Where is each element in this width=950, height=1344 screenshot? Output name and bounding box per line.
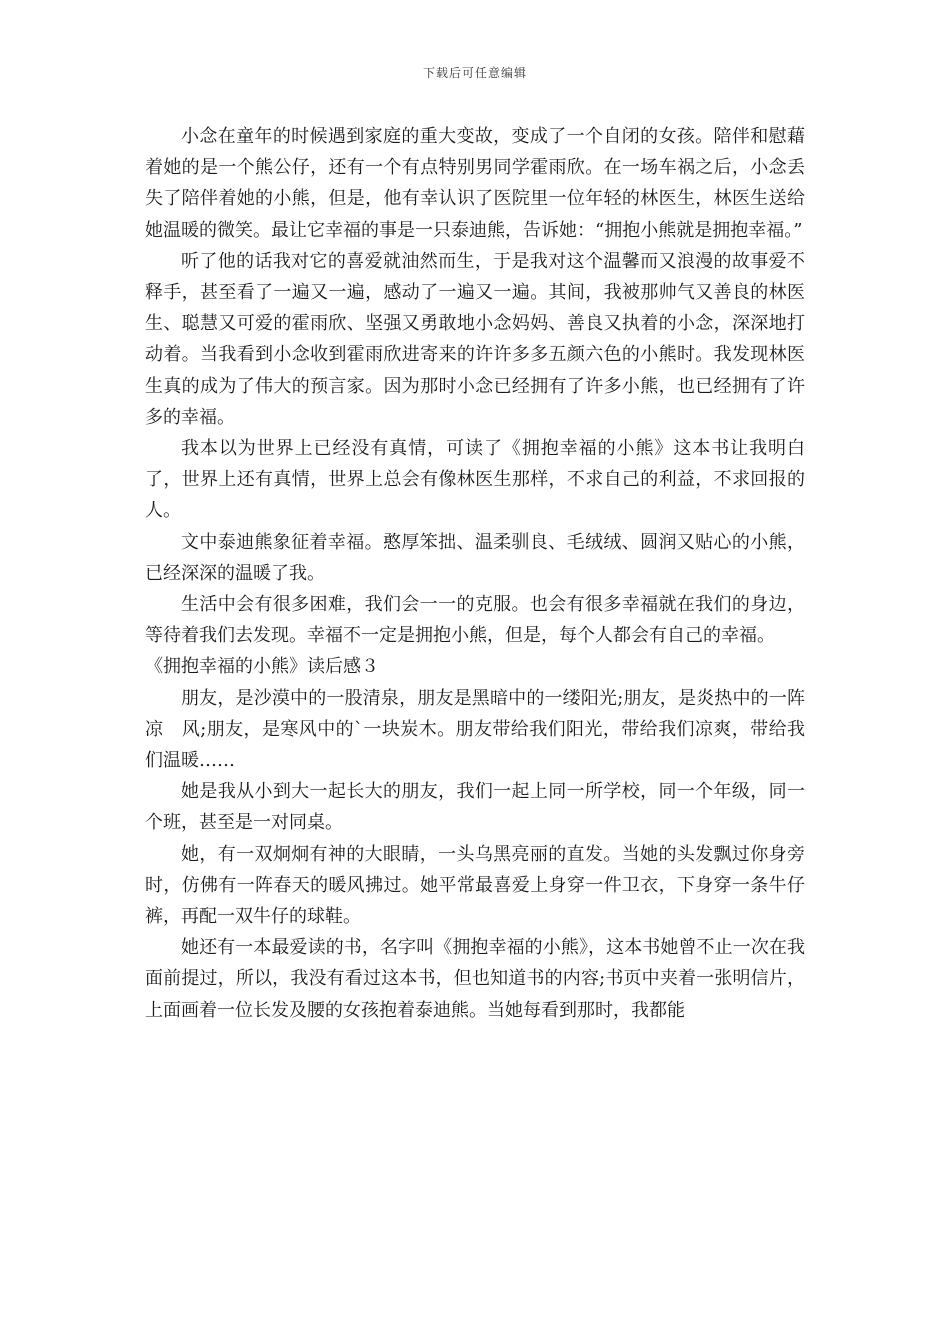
- section-title: 《拥抱幸福的小熊》读后感３: [145, 656, 379, 678]
- document-body: [145, 121, 823, 1026]
- paragraph: 她还有一本最爱读的书，名字叫《拥抱幸福的小熊》，这本书她曾不止一次在我面前提过，所以，我没有看过这本书，但也知道书的内容;书页中夹着一张明信片，上面画着一位长发及腰的女孩抱着泰迪熊。当她每看到那时，我都能: [145, 937, 805, 1021]
- paragraph: 朋友，是沙漠中的一股清泉，朋友是黑暗中的一缕阳光;朋友，是炎热中的一阵 凉 风;朋友，是寒风中的`一块炭木。朋友带给我们阳光，带给我们凉爽，带给我们温暖……: [145, 687, 823, 772]
- paragraph: 小念在童年的时候遇到家庭的重大变故，变成了一个自闭的女孩。陪伴和慰藉着她的是一个熊公仔，还有一个有点特别男同学霍雨欣。在一场车祸之后，小念丢失了陪伴着她的小熊，但是，他有幸认识了医院里一位年轻的林医生，林医生送给她温暖的微笑。最让它幸福的事是一只泰迪熊，告诉她：“拥抱小熊就是拥抱幸福。”: [145, 126, 805, 241]
- paragraph: 她是我从小到大一起长大的朋友，我们一起上同一所学校，同一个年级，同一个班，甚至是一对同桌。: [145, 781, 805, 834]
- paragraph: 听了他的话我对它的喜爱就油然而生，于是我对这个温馨而又浪漫的故事爱不释手，甚至看了一遍又一遍，感动了一遍又一遍。其间，我被那帅气又善良的林医生、聪慧又可爱的霍雨欣、坚强又勇敢地小念妈妈、善良又执着的小念，深深地打动着。当我看到小念收到霍雨欣进寄来的许许多多五颜六色的小熊时。我发现林医生真的成为了伟大的预言家。因为那时小念已经拥有了许多小熊，也已经拥有了许多的幸福。: [145, 250, 805, 428]
- page-header: 下载后可任意编辑: [422, 66, 527, 80]
- paragraph: 文中泰迪熊象征着幸福。憨厚笨拙、温柔驯良、毛绒绒、圆润又贴心的小熊，已经深深的温暖了我。: [145, 531, 805, 584]
- paragraph: 她，有一双炯炯有神的大眼睛，一头乌黑亮丽的直发。当她的头发飘过你身旁时，仿佛有一阵春天的暖风拂过。她平常最喜爱上身穿一件卫衣，下身穿一条牛仔裤，再配一双牛仔的球鞋。: [145, 843, 805, 928]
- paragraph: 生活中会有很多困难，我们会一一的克服。也会有很多幸福就在我们的身边，等待着我们去发现。幸福不一定是拥抱小熊，但是，每个人都会有自己的幸福。: [145, 594, 805, 647]
- paragraph: 我本以为世界上已经没有真情，可读了《拥抱幸福的小熊》这本书让我明白了，世界上还有真情，世界上总会有像林医生那样，不求自己的利益，不求回报的人。: [145, 438, 805, 522]
